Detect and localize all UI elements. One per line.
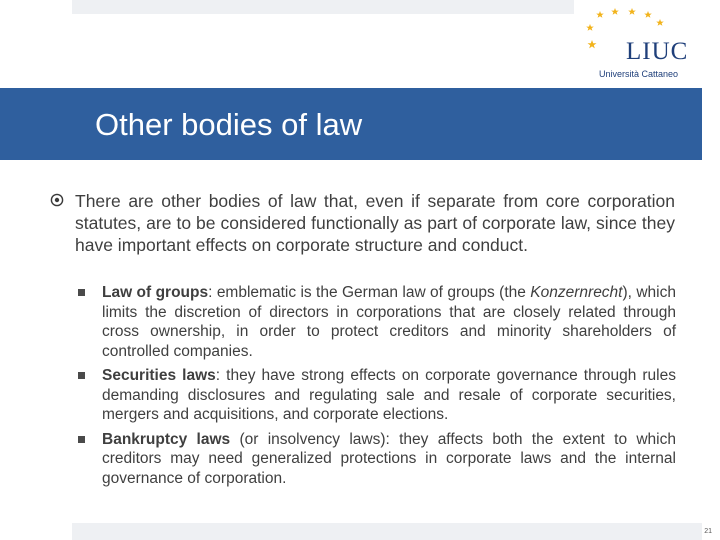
main-bullet-text: There are other bodies of law that, even if separate from core corporation statutes, are to be considered functionally as part of corporate law, since they have important effects on corporate structure and conduct.	[75, 191, 675, 255]
square-bullet-icon	[78, 436, 85, 443]
svg-text:Università Cattaneo: Università Cattaneo	[599, 69, 679, 79]
term-bankruptcy-laws: Bankruptcy laws	[102, 430, 231, 448]
star-circle-logo-icon	[584, 6, 702, 82]
sub-bullet-text: : they have strong effects on corporate governance through rules demanding disclosures and regulating sale and resale of corporate securities, mergers and acquisitions, and corporate elections.	[102, 367, 676, 423]
svg-text:LIUC: LIUC	[626, 38, 689, 65]
sub-bullet-text: (or insolvency laws): they affects both the extent to which creditors may need generalized protections in corporate laws and the internal governance of corporation.	[102, 430, 676, 487]
sub-bullet-list	[78, 283, 676, 493]
term-securities-laws: Securities laws	[102, 367, 216, 384]
sub-bullet-law-of-groups	[78, 283, 676, 361]
top-decorative-strip	[72, 0, 574, 14]
sub-bullet-text: ), which limits the discretion of directors in corporations that are closely related through cross ownership, in order to protect creditors and minority shareholders of controlled companies.	[102, 284, 676, 360]
circle-dot-bullet-icon	[50, 193, 64, 207]
bottom-decorative-strip	[72, 523, 702, 540]
sub-bullet-securities-laws	[78, 366, 676, 425]
italic-term-konzernrecht: Konzernrecht	[530, 284, 623, 301]
page-number: 21	[704, 528, 712, 535]
slide-title: Other bodies of law	[95, 107, 363, 142]
square-bullet-icon	[78, 372, 85, 379]
sub-bullet-bankruptcy-laws	[78, 430, 676, 489]
liuc-logo	[584, 6, 702, 82]
term-law-of-groups: Law of groups	[102, 284, 209, 301]
square-bullet-icon	[78, 289, 85, 296]
sub-bullet-text: : emblematic is the German law of groups (the	[208, 284, 531, 301]
